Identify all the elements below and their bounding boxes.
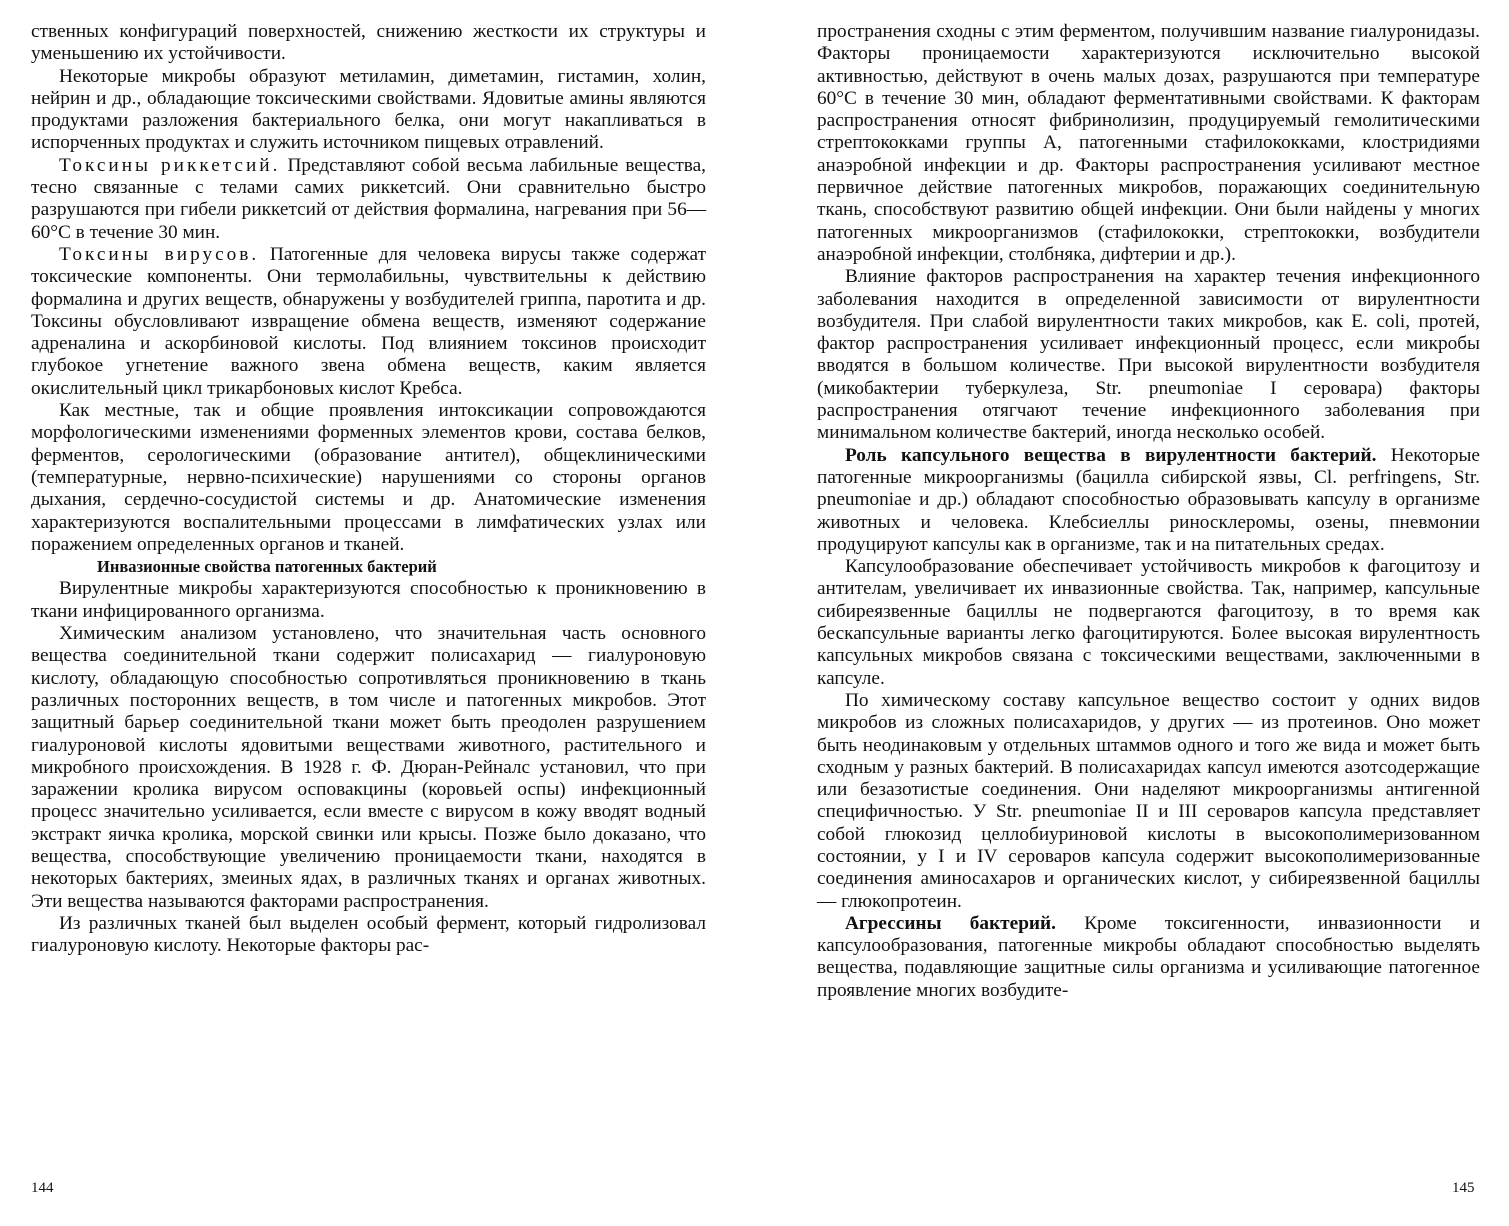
right-text-column [817, 21, 1480, 1002]
left-paragraph-5: Как местные, так и общие проявления интоксикации сопровождаются морфологическими изменениями форменных элементов крови, состава белков, ферментов, серологическими (образование антител), общеклиническими (температурные, нервно-психические) нарушениями со стороны органов дыхания, сердечно-сосудистой системы и др. Анатомические изменения характеризуются воспалительными процессами в лимфатических узлах или поражением определенных органов и тканей. [31, 400, 706, 555]
rickettsia-toxins-lead: Токсины риккетсий. [59, 154, 281, 176]
page-number-left: 144 [31, 1180, 54, 1196]
aggressins-text: Кроме токсигенности, инвазионности и капсулообразования, патогенные микробы обладают способностью выделять вещества, подавляющие защитные силы организма и усиливающие патогенное проявление многих возбудите- [817, 912, 1481, 1001]
right-paragraph-1: пространения сходны с этим ферментом, получившим название гиалуронидазы. Факторы проницаемости характеризуются исключительно высокой активностью, действуют в очень малых дозах, разрушаются при температуре 60°С в течение 30 мин, обладают ферментативными свойствами. К факторам распространения относят фибринолизин, продуцируемый гемолитическими стрептококками группы А, патогенными стафилококками, клостридиями анаэробной инфекции и др. Факторы распространения усиливают местное первичное действие патогенных микробов, поражающих соединительную ткань, способствуют развитию общей инфекции. Они были найдены у многих патогенных микроорганизмов (стафилококки, стрептококки, возбудители анаэробной инфекции, столбняка, дифтерии и др.). [817, 21, 1480, 265]
page-number-right: 145 [1452, 1180, 1475, 1196]
left-paragraph-8: Из различных тканей был выделен особый фермент, который гидролизовал гиалуроновую кислоту. Некоторые факторы рас- [31, 912, 706, 957]
rickettsia-toxins-text: Представляют собой весьма лабильные вещества, тесно связанные с телами самих риккетсий. Они сравнительно быстро разрушаются при гибели риккетсий от действия формалина, нагревания при 56—60°С в течение 30 мин. [31, 154, 706, 243]
right-paragraph-2: Влияние факторов распространения на характер течения инфекционного заболевания находится в определенной зависимости от вирулентности возбудителя. При слабой вирулентности таких микробов, как E. coli, протей, фактор распространения усиливает инфекционный процесс, если микробы вводятся в большом количестве. При высокой вирулентности возбудителя (микобактерии туберкулеза, Str. pneumoniae I серовара) факторы распространения отягчают течение инфекционного заболевания при минимальном количестве бактерий, иногда несколько особей. [817, 266, 1480, 444]
virus-toxins-text: Патогенные для человека вирусы также содержат токсические компоненты. Они термолабильны, чувствительны к действию формалина и других веществ, обнаружены у возбудителей гриппа, паротита и др. Токсины обусловливают извращение обмена веществ, изменяют содержание адреналина и аскорбиновой кислоты. Под влиянием токсинов происходит глубокое угнетение важного звена обмена веществ, каким является окислительный цикл трикарбоновых кислот Кребса. [31, 243, 706, 399]
aggressins-lead: Агрессины бактерий. [845, 912, 1056, 934]
left-paragraph-3 [31, 155, 706, 244]
left-paragraph-1: ственных конфигураций поверхностей, снижению жесткости их структуры и уменьшению их устойчивости. [31, 21, 706, 65]
capsule-role-lead: Роль капсульного вещества в вирулентности бактерий. [845, 444, 1377, 466]
left-paragraph-4 [31, 244, 706, 400]
right-paragraph-3 [817, 445, 1480, 556]
right-page [755, 0, 1509, 1226]
right-paragraph-6 [817, 913, 1480, 1002]
left-paragraph-6: Вирулентные микробы характеризуются способностью к проникновению в ткани инфицированного организма. [31, 578, 706, 622]
section-heading: Инвазионные свойства патогенных бактерий [97, 557, 437, 577]
virus-toxins-lead: Токсины вирусов. [59, 243, 260, 265]
right-paragraph-5: По химическому составу капсульное вещество состоит у одних видов микробов из сложных полисахаридов, у других — из протеинов. Оно может быть неодинаковым у отдельных штаммов одного и того же вида и может быть сходным у разных бактерий. В полисахаридах капсул имеются азотсодержащие или безазотистые соединения. Они наделяют микроорганизмы антигенной специфичностью. У Str. pneumoniae II и III сероваров капсула представляет собой глюкозид целлобиуриновой кислоты в высокополимеризованном состоянии, у I и IV сероваров капсула содержит высокополимеризованные соединения аминосахаров и органических кислот, у сибиреязвенной бациллы — глюкопротеин. [817, 689, 1480, 912]
left-text-column [31, 21, 706, 957]
left-paragraph-2: Некоторые микробы образуют метиламин, диметамин, гистамин, холин, нейрин и др., обладающие токсическими свойствами. Ядовитые амины являются продуктами разложения бактериального белка, они могут накапливаться в испорченных продуктах и служить источником пищевых отравлений. [31, 65, 706, 154]
right-paragraph-4: Капсулообразование обеспечивает устойчивость микробов к фагоцитозу и антителам, увеличивает их инвазионные свойства. Так, например, капсульные сибиреязвенные бациллы не подвергаются фагоцитозу, в то время как бескапсульные варианты легко фагоцитируются. Более высокая вирулентность капсульных микробов связана с токсическими веществами, заключенными в капсуле. [817, 556, 1480, 689]
left-paragraph-7: Химическим анализом установлено, что значительная часть основного вещества соединительной ткани содержит полисахарид — гиалуроновую кислоту, обладающую способностью сопротивляться проникновению в ткань различных посторонних веществ, в том числе и патогенных микробов. Этот защитный барьер соединительной ткани может быть преодолен разрушением гиалуроновой кислоты ядовитыми веществами животного, растительного и микробного происхождения. В 1928 г. Ф. Дюран-Рейналс установил, что при заражении кролика вирусом осповакцины (коровьей оспы) инфекционный процесс значительно усиливается, если вместе с вирусом в кожу вводят водный экстракт яичка кролика, морской свинки или крысы. Позже было доказано, что вещества, способствующие увеличению проницаемости ткани, находятся в некоторых бактериях, змеиных ядах, в различных тканях и органах животных. Эти вещества называются факторами распространения. [31, 623, 706, 912]
left-page [0, 0, 754, 1226]
capsule-role-text: Некоторые патогенные микроорганизмы (бацилла сибирской язвы, Cl. perfringens, Str. pneumoniae и др.) обладают способностью образовывать капсулу в организме животных и человека. Клебсиеллы риносклеромы, озены, пневмонии продуцируют капсулы как в организме, так и на питательных средах. [817, 444, 1480, 555]
